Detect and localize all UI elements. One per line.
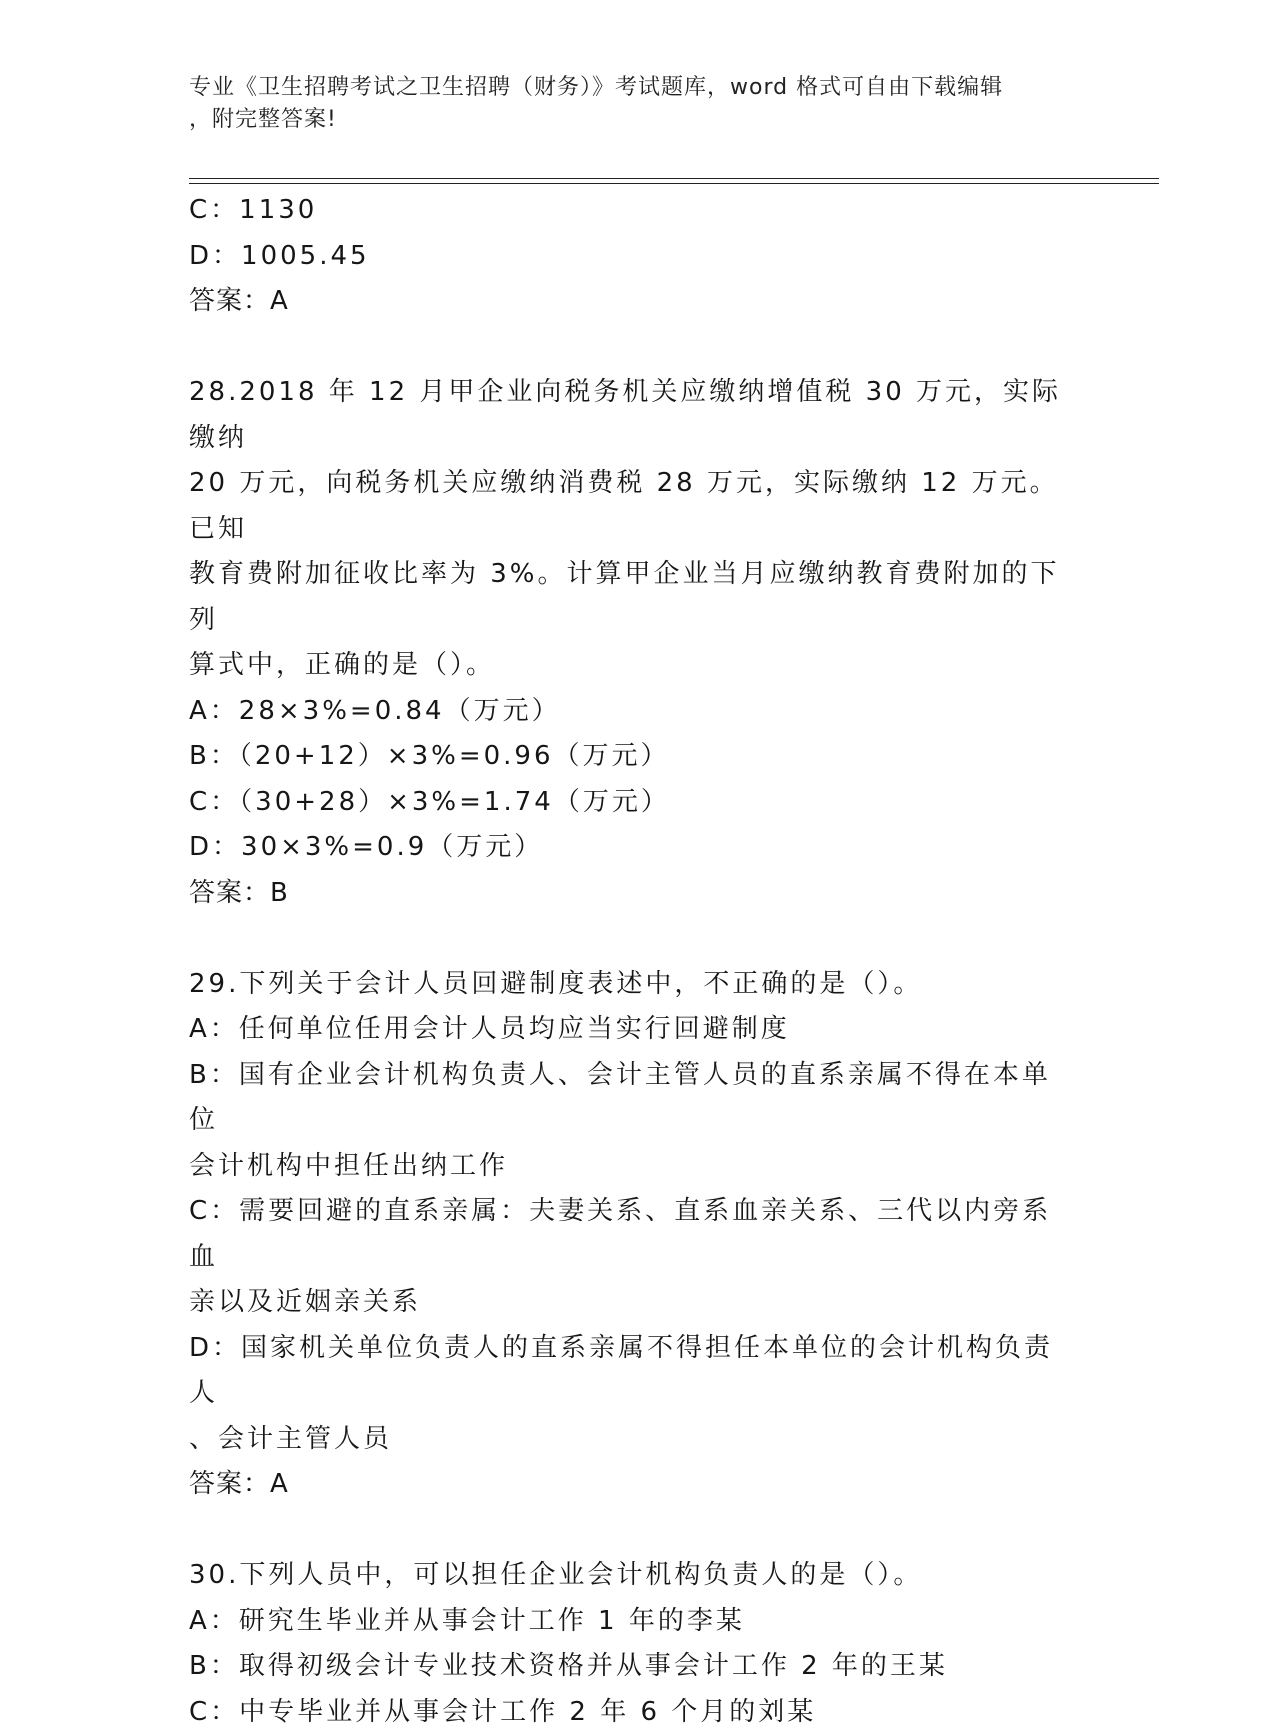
question-28 [189, 370, 1069, 916]
q28-option-d: D：30×3%=0.9（万元） [189, 825, 1069, 871]
q27-option-c: C：1130 [189, 188, 1069, 234]
header-divider-bottom [189, 183, 1159, 184]
header-title-line-1: 专业《卫生招聘考试之卫生招聘（财务）》考试题库，word 格式可自由下载编辑 [189, 72, 1079, 104]
q28-stem-line-4: 算式中，正确的是（）。 [189, 643, 1069, 689]
header-divider-top [189, 178, 1159, 179]
spacer [189, 1508, 1069, 1554]
q30-option-c: C：中专毕业并从事会计工作 2 年 6 个月的刘某 [189, 1690, 1069, 1735]
q28-option-a: A：28×3%=0.84（万元） [189, 689, 1069, 735]
q28-answer: 答案：B [189, 871, 1069, 917]
q28-stem-line-2: 20 万元，向税务机关应缴纳消费税 28 万元，实际缴纳 12 万元。已知 [189, 461, 1069, 552]
header-title-line-2: ，附完整答案! [189, 104, 1079, 136]
q29-option-b-line-1: B：国有企业会计机构负责人、会计主管人员的直系亲属不得在本单位 [189, 1053, 1069, 1144]
q29-option-c-line-1: C：需要回避的直系亲属：夫妻关系、直系血亲关系、三代以内旁系血 [189, 1189, 1069, 1280]
q27-option-d: D：1005.45 [189, 234, 1069, 280]
q30-option-a: A：研究生毕业并从事会计工作 1 年的李某 [189, 1599, 1069, 1645]
q30-stem: 30.下列人员中，可以担任企业会计机构负责人的是（）。 [189, 1553, 1069, 1599]
q29-option-c-line-2: 亲以及近姻亲关系 [189, 1280, 1069, 1326]
q29-option-b-line-2: 会计机构中担任出纳工作 [189, 1144, 1069, 1190]
q28-stem-line-3: 教育费附加征收比率为 3%。计算甲企业当月应缴纳教育费附加的下列 [189, 552, 1069, 643]
q28-option-b: B：（20+12）×3%=0.96（万元） [189, 734, 1069, 780]
q30-option-b: B：取得初级会计专业技术资格并从事会计工作 2 年的王某 [189, 1644, 1069, 1690]
question-27-tail [189, 188, 1069, 325]
q29-option-d-line-2: 、会计主管人员 [189, 1417, 1069, 1463]
spacer [189, 916, 1069, 962]
q28-option-c: C：（30+28）×3%=1.74（万元） [189, 780, 1069, 826]
question-30 [189, 1553, 1069, 1735]
q29-option-a: A：任何单位任用会计人员均应当实行回避制度 [189, 1007, 1069, 1053]
page-header [189, 72, 1079, 136]
q28-stem-line-1: 28.2018 年 12 月甲企业向税务机关应缴纳增值税 30 万元，实际缴纳 [189, 370, 1069, 461]
q27-answer: 答案：A [189, 279, 1069, 325]
spacer [189, 325, 1069, 371]
q29-option-d-line-1: D：国家机关单位负责人的直系亲属不得担任本单位的会计机构负责人 [189, 1326, 1069, 1417]
question-content [189, 188, 1069, 1735]
q29-stem: 29.下列关于会计人员回避制度表述中，不正确的是（）。 [189, 962, 1069, 1008]
question-29 [189, 962, 1069, 1508]
q29-answer: 答案：A [189, 1462, 1069, 1508]
